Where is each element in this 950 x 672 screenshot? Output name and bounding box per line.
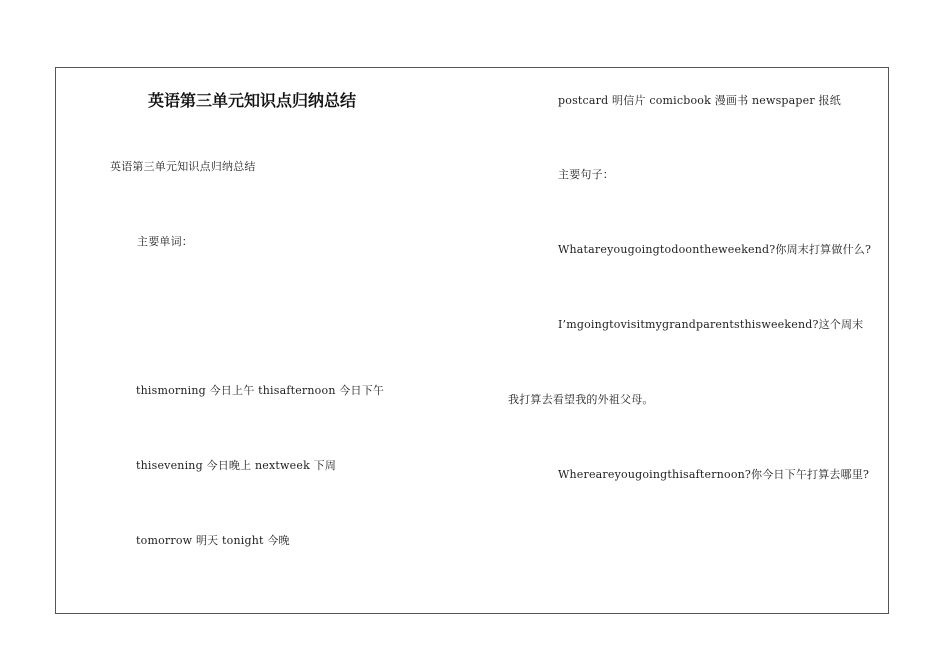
sentence-line-continued: 我打算去看望我的外祖父母。: [508, 393, 654, 406]
sentence-line: I’mgoingtovisitmygrandparentsthisweekend?这个周末: [558, 318, 864, 331]
vocab-line: postcard 明信片 comicbook 漫画书 newspaper 报纸: [558, 94, 841, 107]
document-subtitle: 英语第三单元知识点归纳总结: [110, 160, 256, 173]
words-heading: 主要单词：: [137, 235, 193, 248]
vocab-line: thismorning 今日上午 thisafternoon 今日下午: [136, 384, 385, 397]
vocab-line: thisevening 今日晚上 nextweek 下周: [136, 459, 337, 472]
sentences-heading: 主要句子：: [558, 168, 614, 181]
sentence-line: Whereareyougoingthisafternoon?你今日下午打算去哪里?: [558, 468, 870, 481]
sentence-line: Whatareyougoingtodoontheweekend?你周末打算做什么?: [558, 243, 872, 256]
document-title: 英语第三单元知识点归纳总结: [148, 91, 357, 110]
vocab-line: tomorrow 明天 tonight 今晚: [136, 534, 290, 547]
page-border: [55, 67, 889, 614]
